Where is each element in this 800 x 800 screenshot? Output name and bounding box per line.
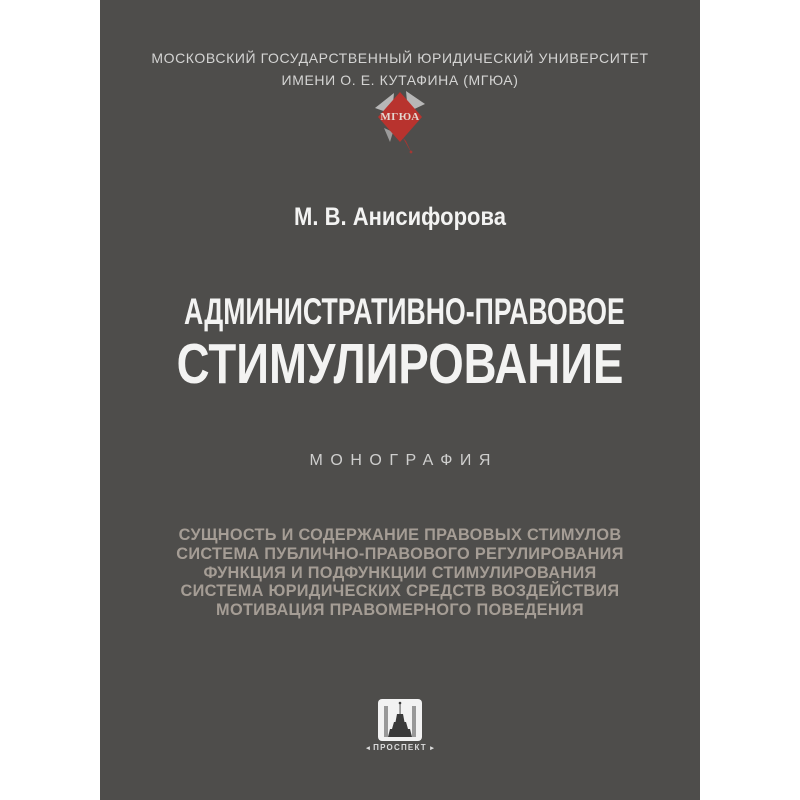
subtitle-monograph: МОНОГРАФИЯ — [309, 452, 498, 469]
tower-star — [399, 702, 402, 705]
prospekt-publisher-logo-icon — [377, 698, 423, 742]
tower-spire — [400, 704, 401, 715]
emblem-abbreviation: МГЮА — [380, 111, 420, 123]
book-title-line1: АДМИНИСТРАТИВНО-ПРАВОВОЕ — [183, 291, 625, 332]
university-name-line1: МОСКОВСКИЙ ГОСУДАРСТВЕННЫЙ ЮРИДИЧЕСКИЙ УНИВЕРСИТЕТ — [151, 50, 649, 66]
emblem-red-dot — [410, 151, 413, 154]
topic-line-1: СУЩНОСТЬ И СОДЕРЖАНИЕ ПРАВОВЫХ СТИМУЛОВ — [178, 525, 622, 544]
author-name: М. В. Анисифорова — [294, 203, 506, 231]
publisher-name: ПРОСПЕКТ — [373, 743, 427, 752]
tower-upper-tier — [396, 714, 405, 722]
publisher-marker-left: ◂ — [366, 745, 370, 752]
topic-line-5: МОТИВАЦИЯ ПРАВОМЕРНОГО ПОВЕДЕНИЯ — [216, 600, 584, 620]
logo-left-column — [384, 706, 388, 737]
publisher-marker-right: ▸ — [430, 745, 434, 752]
tower-mid-tier — [392, 722, 408, 729]
book-cover — [100, 0, 700, 800]
topic-line-3: ФУНКЦИЯ И ПОДФУНКЦИИ СТИМУЛИРОВАНИЯ — [203, 562, 597, 582]
topic-line-2: СИСТЕМА ПУБЛИЧНО-ПРАВОВОГО РЕГУЛИРОВАНИЯ — [176, 543, 624, 563]
topic-line-4: СИСТЕМА ЮРИДИЧЕСКИХ СРЕДСТВ ВОЗДЕЙСТВИЯ — [180, 581, 620, 601]
topics-list — [100, 526, 700, 620]
publisher-name-row — [100, 743, 700, 752]
book-title-line2: СТИМУЛИРОВАНИЕ — [176, 332, 624, 396]
university-name-line2: ИМЕНИ О. Е. КУТАФИНА (МГЮА) — [281, 72, 519, 88]
logo-right-column — [412, 706, 416, 737]
tower-base — [388, 729, 412, 737]
mgua-emblem-icon — [367, 86, 433, 160]
